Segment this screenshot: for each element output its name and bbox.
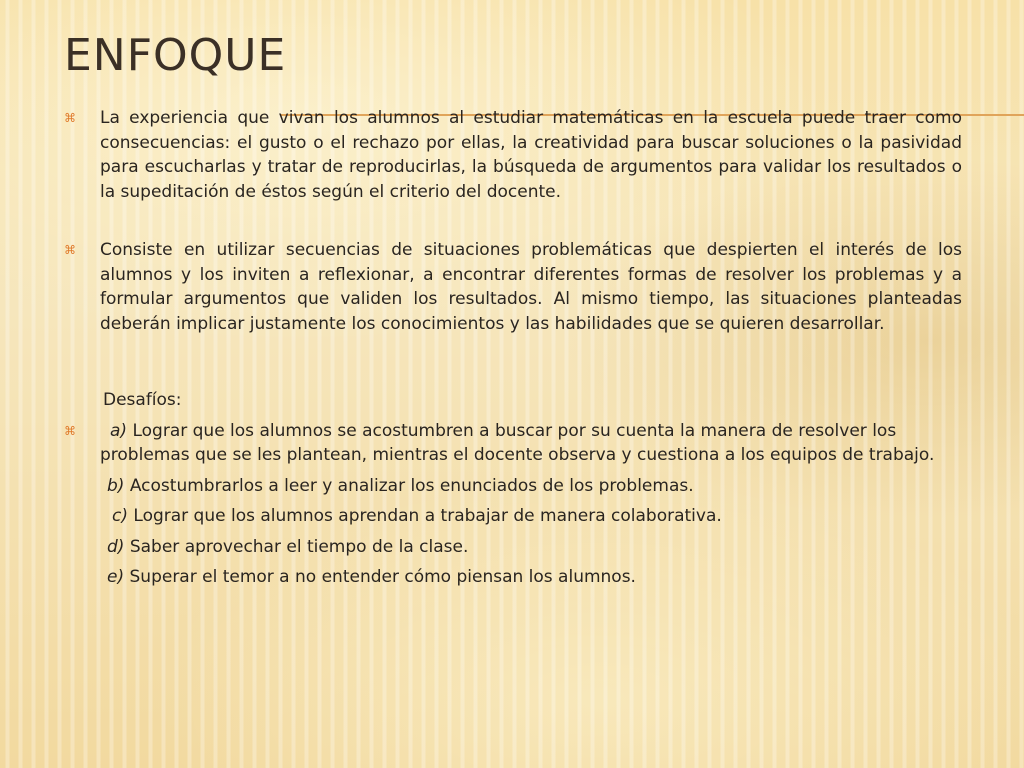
slide-body — [64, 106, 962, 590]
slide-title: ENFOQUE — [64, 30, 287, 81]
desafio-text: Superar el temor a no entender cómo piensan los alumnos. — [129, 567, 636, 587]
desafio-item-b — [100, 474, 962, 499]
bullet-icon: ⌘ — [64, 111, 76, 125]
desafio-item-d — [100, 535, 962, 560]
bullet-paragraph-1 — [64, 106, 962, 204]
paragraph-1-text: La experiencia que vivan los alumnos al estudiar matemáticas en la escuela puede traer como consecuencias: el gusto o el rechazo por ellas, la creatividad para buscar soluciones o la pasividad para escucharlas y tratar de reproducirlas, la búsqueda de argumentos para validar los resultados o la supeditación de éstos según el criterio del docente. — [100, 108, 962, 202]
desafio-letter: d) — [107, 536, 125, 557]
bullet-icon: ⌘ — [64, 243, 76, 257]
desafio-letter: a) — [110, 420, 128, 441]
desafio-letter: b) — [107, 475, 125, 496]
paragraph-2-text: Consiste en utilizar secuencias de situaciones problemáticas que despierten el interés de los alumnos y los inviten a reflexionar, a encontrar diferentes formas de resolver los problemas y a formular argumentos que validen los resultados. Al mismo tiempo, las situaciones planteadas deberán implicar justamente los conocimientos y las habilidades que se quieren desarrollar. — [100, 240, 962, 334]
desafio-text: Lograr que los alumnos se acostumbren a buscar por su cuenta la manera de resolver los problemas que se les plantean, mientras el docente observa y cuestiona a los equipos de trabajo. — [100, 420, 935, 465]
desafio-text: Acostumbrarlos a leer y analizar los enunciados de los problemas. — [129, 475, 694, 496]
desafios-heading: Desafíos: — [103, 390, 182, 410]
desafio-letter: c) — [112, 506, 128, 526]
desafio-item-c — [100, 504, 962, 529]
desafio-text: Saber aprovechar el tiempo de la clase. — [129, 536, 469, 557]
desafio-letter: e) — [107, 567, 125, 587]
desafio-item-e — [100, 565, 962, 590]
desafio-text: Lograr que los alumnos aprendan a trabajar de manera colaborativa. — [133, 506, 722, 526]
bullet-icon: ⌘ — [64, 423, 76, 438]
desafio-item-a — [64, 419, 940, 468]
bullet-paragraph-2 — [64, 238, 962, 336]
